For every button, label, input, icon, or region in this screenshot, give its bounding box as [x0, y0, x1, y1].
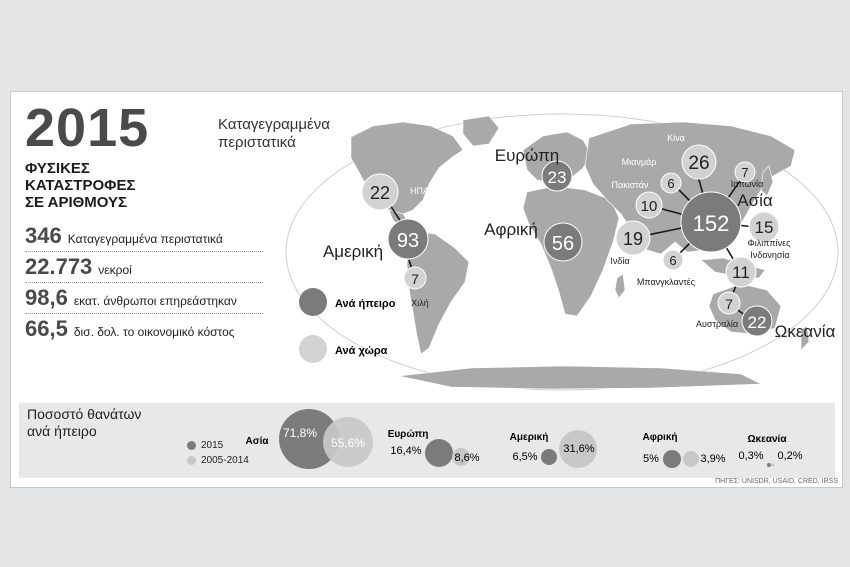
headline-line-1: ΦΥΣΙΚΕΣ: [25, 160, 90, 177]
bubble-value: 152: [692, 211, 730, 236]
deaths-group-europe: [388, 429, 480, 467]
stat-value: 98,6: [25, 285, 68, 310]
bubble-2005: [683, 451, 699, 467]
bubble-value: 7: [741, 165, 749, 180]
stat-value: 22.773: [25, 254, 93, 279]
country-name: Αυστραλία: [695, 319, 739, 329]
bubble-value: 22: [369, 183, 391, 203]
value-2005: 8,6%: [454, 452, 480, 464]
value-2005: 55,6%: [330, 436, 366, 450]
country-name: Φιλιππίνες: [747, 238, 791, 248]
deaths-group-asia: [246, 409, 374, 469]
year-heading: 2015: [25, 98, 150, 158]
continent-name: Ωκεανία: [774, 322, 836, 341]
bubble-2015: [663, 450, 681, 468]
group-name: Ωκεανία: [747, 434, 787, 445]
bubble-value: 6: [669, 253, 677, 268]
country-name: ΗΠΑ: [410, 186, 430, 196]
legend-2005-label: 2005-2014: [201, 455, 249, 466]
stat-value: 346: [25, 223, 62, 248]
country-name: Ινδονησία: [750, 250, 790, 260]
bubble-value: 23: [547, 168, 567, 187]
continent-name: Ασία: [737, 191, 773, 210]
stat-label: Καταγεγραμμένα περιστατικά: [67, 232, 223, 246]
headline-line-3: ΣΕ ΑΡΙΘΜΟΥΣ: [25, 194, 128, 211]
bubble-value: 26: [688, 153, 710, 174]
bubble-value: 10: [640, 198, 658, 215]
continent-name: Αμερική: [322, 242, 384, 261]
country-name: Ιαπωνία: [730, 179, 764, 189]
value-2005: 31,6%: [563, 443, 595, 455]
value-2005: 0,2%: [777, 450, 803, 462]
bubble-value: 22: [747, 313, 767, 332]
stat-label: εκατ. άνθρωποι επηρεάστηκαν: [73, 294, 237, 308]
stat-value: 66,5: [25, 316, 68, 341]
country-name: Κίνα: [667, 133, 685, 143]
country-name: Χιλή: [411, 298, 429, 308]
bubble-2015: [767, 463, 771, 467]
country-name: Πακιστάν: [611, 180, 649, 190]
value-2005: 3,9%: [700, 453, 726, 465]
deaths-title-line-2: ανά ήπειρο: [27, 423, 97, 439]
group-name: Ασία: [245, 436, 269, 447]
bubble-value: 7: [725, 296, 733, 312]
group-name: Αμερική: [509, 432, 549, 443]
bubble-value: 19: [622, 229, 644, 249]
continent-name: Αφρική: [484, 220, 538, 239]
bubble-2005: [771, 463, 774, 466]
deaths-group-america: [510, 430, 597, 468]
value-2015: 6,5%: [512, 451, 538, 463]
map-title-line-2: περιστατικά: [218, 134, 296, 151]
country-name: Ινδία: [610, 256, 630, 266]
group-name: Αφρική: [642, 432, 678, 443]
stat-label: νεκροί: [98, 263, 132, 277]
country-name: Μπανγκλαντές: [636, 277, 696, 287]
legend-2015-label: 2015: [201, 440, 224, 451]
sources-note: ΠΗΓΕΣ: UNISDR, USAID, CRED, IRSS: [715, 478, 838, 485]
bubble-value: 11: [732, 263, 750, 282]
value-2015: 71,8%: [282, 426, 318, 440]
map-title-line-1: Καταγεγραμμένα: [218, 116, 330, 133]
legend-country-label: Ανά χώρα: [335, 345, 388, 357]
infographic-card: [10, 91, 843, 488]
bubble-value: 15: [754, 218, 774, 237]
stat-label: δισ. δολ. το οικονομικό κόστος: [73, 325, 235, 339]
continent-name: Ευρώπη: [494, 146, 560, 165]
group-name: Ευρώπη: [387, 429, 429, 440]
value-2015: 16,4%: [390, 445, 422, 457]
bubble-value: 7: [411, 271, 419, 287]
deaths-group-oceania: [738, 434, 802, 467]
country-name: Μιανμάρ: [621, 157, 657, 167]
deaths-bubbles: [11, 92, 843, 488]
deaths-title-line-1: Ποσοστό θανάτων: [27, 406, 142, 422]
legend-continent-label: Ανά ήπειρο: [335, 298, 396, 310]
bubble-value: 56: [551, 233, 575, 255]
value-2015: 0,3%: [738, 450, 764, 462]
bubble-2015: [425, 439, 453, 467]
bubble-value: 93: [396, 230, 420, 252]
bubble-value: 6: [667, 176, 675, 191]
value-2015: 5%: [643, 453, 659, 465]
bubble-2015: [541, 449, 557, 465]
deaths-group-africa: [642, 432, 725, 468]
headline-line-2: ΚΑΤΑΣΤΡΟΦΕΣ: [25, 177, 136, 194]
